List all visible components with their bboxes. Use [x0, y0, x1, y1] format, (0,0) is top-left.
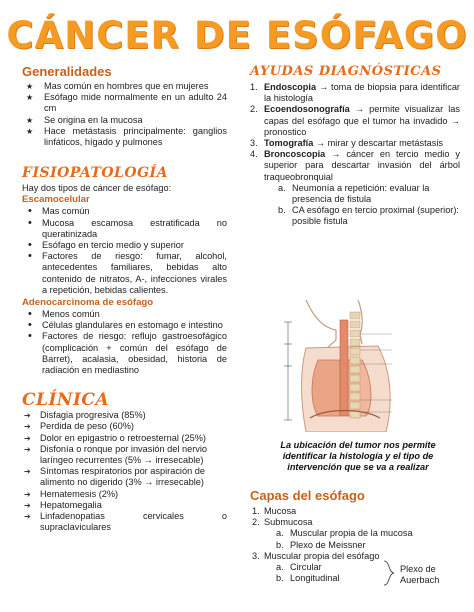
generalidades-heading: Generalidades — [22, 64, 112, 79]
list-item: ★ Mas común en hombres que en mujeres — [22, 81, 227, 92]
item-text: Longitudinal — [290, 573, 340, 584]
list-item: ➔ Dolor en epigastrio o retroesternal (25%) — [22, 433, 227, 444]
list-item: ★ Esófago mide normalmente en un adulto 24 cm — [22, 92, 227, 114]
item-number: 4. — [250, 149, 258, 160]
item-text: → toma de biopsia para identificar la histología — [264, 82, 460, 104]
list-item: ➔ Linfadenopatias cervicales o supraclaviculares — [22, 511, 227, 533]
list-item: • Factores de riesgo: fumar, alcohol, antecedentes familiares, bebidas alto contenido de nitratos, A-, infecciones virales a repetición, bebidas calientes. — [22, 251, 227, 296]
list-item — [250, 138, 460, 149]
item-text: Mucosa — [264, 506, 297, 516]
item-text: Plexo de Meissner — [290, 539, 366, 550]
item-term: Broncoscopia — [264, 149, 326, 160]
list-item: ★ Hace metástasis principalmente: ganglios linfáticos, hígado y pulmones — [22, 126, 227, 148]
adenocarcinoma-list — [22, 309, 227, 376]
escamocelular-list — [22, 206, 227, 296]
item-text: → permite visualizar las capas del esófago que el tumor ha invadido → pronostico — [264, 104, 460, 137]
item-number: 3. — [250, 138, 258, 149]
item-term: Endoscopia — [264, 82, 317, 92]
list-item: • Células glandulares en estomago e intestino — [22, 320, 227, 331]
list-item: ➔ Perdida de peso (60%) — [22, 421, 227, 432]
list-item: ➔ Disfagia progresiva (85%) — [22, 410, 227, 421]
list-item — [250, 149, 460, 183]
capas-heading: Capas del esófago — [250, 488, 365, 503]
list-item: ➔ Disfonía o ronquе por invasión del nervio laríngeo recurrentes (5% → irresecable) — [22, 444, 227, 466]
item-text: Circular — [290, 562, 322, 573]
item-term: Ecoendosonografía — [264, 104, 350, 115]
ayudas-list — [250, 82, 460, 183]
right-column — [250, 64, 460, 228]
escamocelular-heading: Escamocelular — [22, 194, 90, 206]
item-text: CA esófago en tercio proximal (superior): posible fistula — [292, 205, 459, 227]
illustration-caption: La ubicación del tumor nos permite identificar la histología y el tipo de intervención que se va a realizar — [280, 440, 436, 473]
ayudas-heading: AYUDAS DIAGNÓSTICAS — [250, 64, 442, 79]
auerbach-note: Plexo de Auerbach — [400, 564, 440, 586]
page-title: CÁNCER DE ESÓFAGO — [6, 14, 468, 57]
item-text: → mirar y descartar metástasis — [313, 138, 444, 149]
curly-brace-icon — [382, 560, 396, 586]
list-item: ➔ Síntomas respiratorios por aspiración de alimento no digerido (3% → irresecable) — [22, 466, 227, 488]
list-item: • Esófago en tercio medio y superior — [22, 240, 227, 251]
list-item — [250, 82, 460, 104]
left-column — [22, 64, 227, 534]
list-item — [250, 528, 465, 539]
anatomy-illustration — [266, 300, 421, 432]
list-item — [250, 540, 465, 551]
item-text: Neumonía a repetición: evaluar la presencia de fistula — [292, 182, 430, 205]
list-item: • Mas común — [22, 206, 227, 217]
capas-section — [250, 488, 465, 584]
item-letter: a. — [278, 182, 286, 193]
list-item: ★ Se origina en la mucosa — [22, 115, 227, 126]
adenocarcinoma-heading: Adenocarcinoma de esófago — [22, 297, 154, 309]
list-item: • Mucosa escamosa estratificada no queratinizada — [22, 218, 227, 240]
item-number: 3. — [252, 550, 260, 561]
item-number: 2. — [252, 517, 260, 528]
item-letter: a. — [276, 528, 284, 539]
list-item: ➔ Hepatomegalia — [22, 500, 227, 511]
list-item: • Factores de riesgo: reflujo gastroesofágico (complicación + común del esófago de Barret), acalasia, obesidad, historia de radiación en mediastino — [22, 331, 227, 376]
list-item — [250, 551, 465, 562]
list-item: • Menos común — [22, 309, 227, 320]
clinica-list — [22, 410, 227, 533]
item-letter: b. — [278, 205, 286, 216]
list-item — [250, 506, 465, 517]
item-text: Submucosa — [264, 517, 313, 528]
item-number: 2. — [250, 104, 258, 115]
item-number: 1. — [250, 82, 258, 92]
item-term: Tomografía — [264, 138, 314, 149]
item-letter: b. — [276, 539, 284, 550]
list-item — [250, 104, 460, 138]
generalidades-list — [22, 81, 227, 148]
fisiopatologia-heading: FISIOPATOLOGÍA — [22, 165, 168, 182]
list-item — [264, 183, 460, 205]
list-item: ➔ Hematemesis (2%) — [22, 489, 227, 500]
item-text: Muscular propia del esófago — [264, 550, 380, 561]
list-item — [250, 517, 465, 528]
item-number: 1. — [252, 506, 260, 516]
item-letter: a. — [276, 562, 284, 573]
list-item — [264, 205, 460, 227]
item-text: → cáncer en tercio medio y superior para descartar invasión del árbol traqueobronquial — [264, 149, 460, 182]
ayudas-sublist — [250, 183, 460, 228]
item-text: Muscular propia de la mucosa — [290, 528, 413, 539]
item-letter: b. — [276, 573, 284, 584]
fisiopatologia-intro: Hay dos tipos de cáncer de esófago: — [22, 183, 172, 194]
clinica-heading: CLÍNICA — [22, 390, 110, 411]
